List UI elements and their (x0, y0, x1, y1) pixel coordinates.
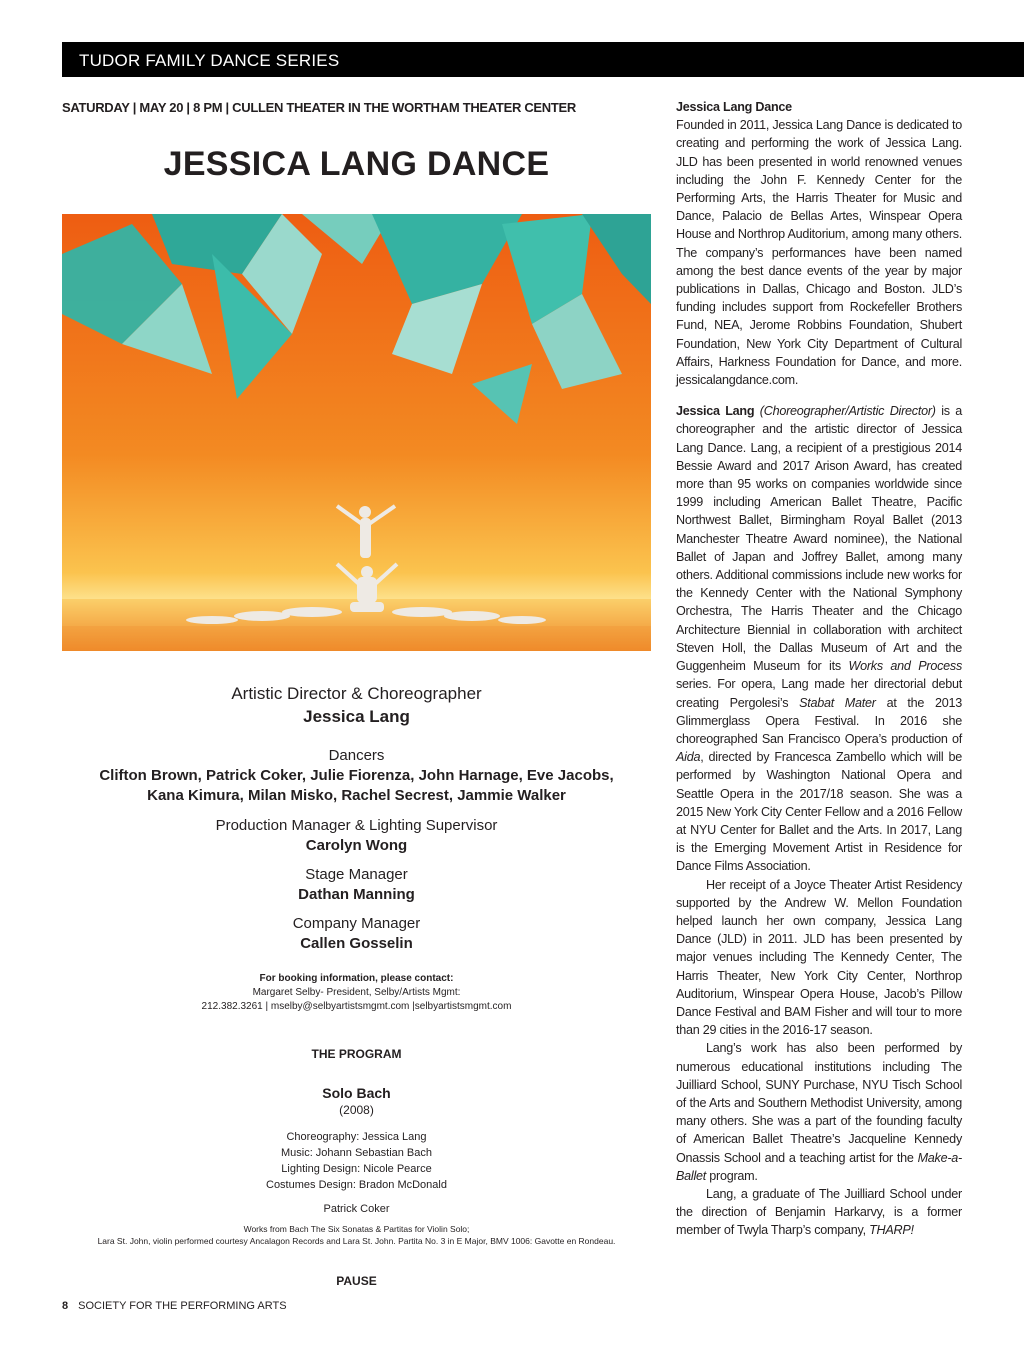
series-header-bar (62, 42, 1024, 77)
company-manager-block (62, 914, 651, 954)
booking-contact: Margaret Selby- President, Selby/Artists Mgmt: (252, 987, 461, 998)
dancers-role: Dancers (328, 747, 385, 764)
performance-photo (62, 214, 651, 651)
booking-info (62, 972, 651, 1014)
para3-text-a: Lang’s work has also been performed by numerous educational institutions including The Juilliard School, SUNY Purchase, NYU Tisch School of the Arts and Southern Methodist University, among many others. She was a part of the founding faculty of American Ballet Theatre’s Jacqueline Kennedy Onassis School and a teaching artist for the (676, 1041, 962, 1165)
company-bio (676, 98, 962, 389)
pause-section (62, 1273, 651, 1289)
artistic-role: Artistic Director & Choreographer (231, 684, 482, 703)
work-title: Solo Bach (322, 1085, 391, 1101)
production-role: Production Manager & Lighting Supervisor (215, 817, 498, 834)
lang-bio-text-d: , directed by Francesca Zambello which will be performed by Washington National Opera and Seattle Opera in the 2017/18 season. She was a 2015 New York City Center Fellow and a 2016 Fellow at NYU Center for Ballet and the Arts. In 2017, Lang is the Emerging Movement Artist in Residence for Dance Films Association. (676, 750, 962, 874)
artistic-name: Jessica Lang (303, 707, 410, 726)
company-role: Company Manager (292, 915, 421, 932)
dancers-block (62, 746, 651, 806)
biography-column (676, 98, 962, 1240)
company-name: Callen Gosselin (300, 935, 413, 952)
work-lighting: Lighting Design: Nicole Pearce (281, 1163, 432, 1175)
para3-text-b: program. (706, 1168, 758, 1183)
lang-bio-text-c: at the 2013 Glimmerglass Opera Festival. In 2016 she choreographed San Francisco Opera’s production of (676, 695, 963, 746)
production-name: Carolyn Wong (305, 837, 408, 854)
lang-bio-italic-2: Stabat Mater (799, 695, 876, 710)
dancers-line-2: Kana Kimura, Milan Misko, Rachel Secrest, Jammie Walker (147, 787, 566, 804)
lang-bio-text-a: is a choreographer and the artistic director of Jessica Lang Dance. Lang, a recipient of a prestigious 2014 Bessie Award and 2017 Arison Award, has created more than 95 works on companies worldwide since 1999 including American Ballet Theatre, Pacific Northwest Ballet, Birmingham Royal Ballet (2013 Manchester Theatre Award nominee), the National Ballet of Japan and Joffrey Ballet, among many others. Additional commissions include new works for the Kennedy Center with the National Symphony Orchestra, The Harris Theater and the Chicago Architecture Biennial in collaboration with architect Steven Holl, the Dallas Museum of Art and the Guggenheim Museum for its (676, 404, 963, 674)
pause-label: PAUSE (336, 1274, 377, 1288)
lang-bio-para-3 (676, 1039, 962, 1185)
stage-name: Dathan Manning (298, 886, 415, 903)
lang-bio (676, 402, 962, 875)
program-work (62, 1084, 651, 1247)
dancers-line-1: Clifton Brown, Patrick Coker, Julie Fiorenza, John Harnage, Eve Jacobs, (99, 767, 614, 784)
series-title: TUDOR FAMILY DANCE SERIES (79, 51, 340, 70)
booking-heading: For booking information, please contact: (259, 973, 454, 984)
para4-text-a: Lang, a graduate of The Juilliard School under the direction of Benjamin Harkarvy, is a former member of Twyla Tharp’s company, (676, 1186, 962, 1238)
lang-bio-name: Jessica Lang (676, 404, 755, 419)
page-footer (62, 1300, 287, 1312)
lang-bio-para-2: Her receipt of a Joyce Theater Artist Residency supported by the Andrew W. Mellon Foundation helped launch her own company, Jessica Lang Dance (JLD) in 2011. JLD has been presented by major venues including The Kennedy Center, The Harris Theater, New York City Center, Northrop Auditorium, Winspear Opera House, Jacob’s Pillow Dance Festival and BAM Fisher and will tour to more than 29 cities in the 2016-17 season. (676, 877, 962, 1038)
work-music: Music: Johann Sebastian Bach (280, 1147, 433, 1159)
show-title: JESSICA LANG DANCE (163, 145, 550, 183)
artistic-director-block (62, 683, 651, 729)
lang-bio-para-4 (676, 1185, 962, 1240)
company-bio-heading: Jessica Lang Dance (676, 100, 792, 114)
event-details: SATURDAY | MAY 20 | 8 PM | CULLEN THEATER IN THE WORTHAM THEATER CENTER (62, 100, 576, 115)
para3-italic: Make-a-Ballet (676, 1150, 962, 1183)
production-block (62, 816, 651, 856)
work-year: (2008) (339, 1103, 374, 1117)
work-costumes: Costumes Design: Bradon McDonald (266, 1179, 447, 1191)
lang-bio-italic-1: Works and Process (848, 659, 962, 674)
work-note-1: Works from Bach The Six Sonatas & Partitas for Violin Solo; (243, 1224, 470, 1234)
para4-italic: THARP! (869, 1223, 914, 1238)
lang-bio-role: (Choreographer/Artistic Director) (759, 404, 936, 419)
program-section (62, 1046, 651, 1062)
work-performer: Patrick Coker (323, 1203, 390, 1215)
work-choreography: Choreography: Jessica Lang (286, 1131, 427, 1143)
lang-bio-italic-3: Aida (676, 750, 701, 765)
booking-details: 212.382.3261 | mselby@selbyartistsmgmt.com |selbyartistsmgmt.com (201, 1001, 512, 1012)
company-bio-text: Founded in 2011, Jessica Lang Dance is dedicated to creating and performing the work of Jessica Lang. JLD has been presented in world renowned venues including the John F. Kennedy Center for the Performing Arts, the Harris Theater for Music and Dance, Palacio de Bellas Artes, Winspear Opera House and Northrop Auditorium, among many others. The company’s performances have been named among the best dance events of the year by major publications in Dallas, Chicago and Boston. JLD’s funding includes support from Rockefeller Brothers Fund, NEA, Jerome Robbins Foundation, Shubert Foundation, New York City Department of Cultural Affairs, Harkness Foundation for Dance, and more. jessicalangdance.com. (676, 118, 962, 388)
program-heading: THE PROGRAM (311, 1047, 402, 1061)
stage-scene-image (62, 214, 651, 651)
work-note-2: Lara St. John, violin performed courtesy Ancalagon Records and Lara St. John. Partita No. 3 in E Major, BMV 1006: Gavotte en Rondeau. (97, 1236, 616, 1246)
lang-bio-text-b: series. For opera, Lang made her directorial debut creating Pergolesi’s (676, 677, 962, 710)
stage-role: Stage Manager (305, 866, 408, 883)
stage-manager-block (62, 865, 651, 905)
page-number: 8 (62, 1300, 69, 1312)
footer-org: SOCIETY FOR THE PERFORMING ARTS (78, 1300, 287, 1312)
